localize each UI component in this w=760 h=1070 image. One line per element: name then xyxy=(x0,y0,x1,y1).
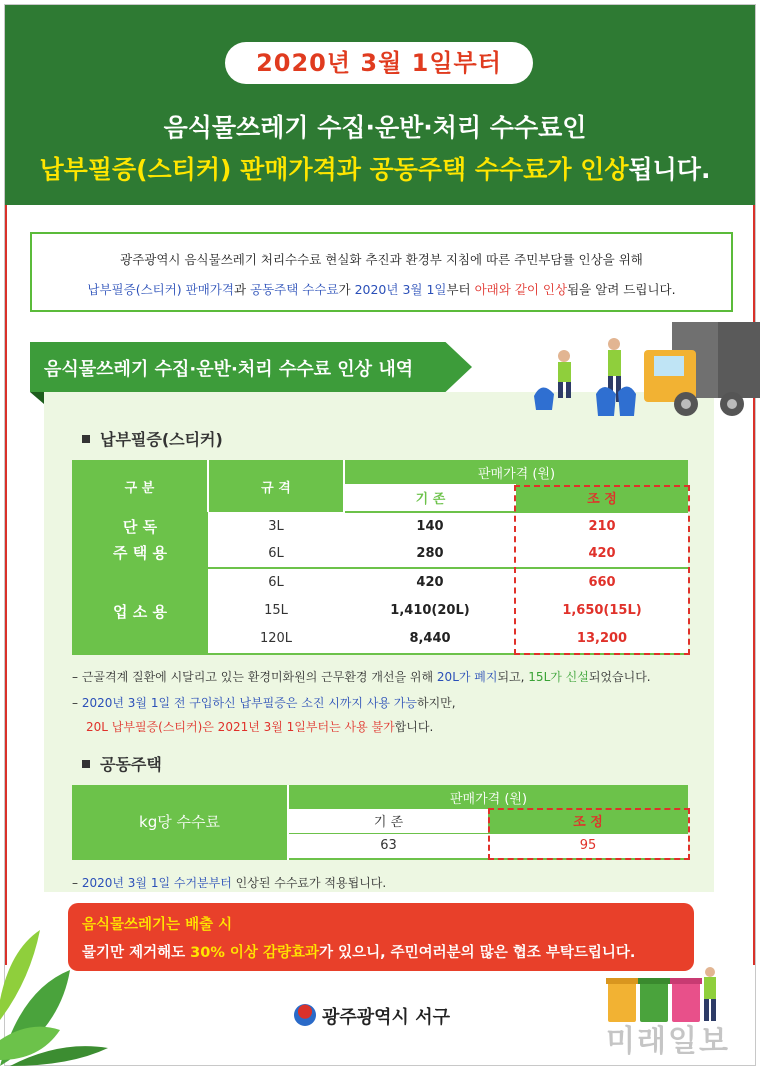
existing-price-cell: 280 xyxy=(344,540,516,568)
apartment-existing-header: 기 존 xyxy=(288,809,488,833)
recycle-bins-illustration xyxy=(606,964,726,1024)
size-cell: 6L xyxy=(208,568,344,596)
organization-name: 광주광역시 서구 xyxy=(322,1007,450,1028)
apartment-heading xyxy=(82,752,162,775)
seogu-logo-icon xyxy=(294,1004,316,1026)
alert-text: 물기만 제거해도 xyxy=(82,945,191,961)
apartment-price-header: 판매가격 (원) xyxy=(288,785,688,809)
existing-price-cell: 420 xyxy=(344,568,516,596)
size-cell: 120L xyxy=(208,624,344,654)
effective-date-pill: 2020년 3월 1일부터 xyxy=(225,42,533,84)
note-text: 인상된 수수료가 적용됩니다. xyxy=(231,876,387,890)
note-highlight: 2020년 3월 1일 전 구입하신 납부필증은 소진 시까지 사용 가능 xyxy=(81,696,417,710)
apartment-adjusted-header: 조 정 xyxy=(488,809,688,833)
existing-price-cell: 8,440 xyxy=(344,624,516,654)
food-waste-alert xyxy=(68,903,694,971)
note-line3 xyxy=(86,718,433,735)
intro-line2 xyxy=(32,280,731,298)
alert-line2 xyxy=(82,941,635,962)
col-category-header: 구 분 xyxy=(72,460,208,512)
note-line1 xyxy=(72,668,651,685)
note-text: 하지만, xyxy=(417,696,456,710)
adjusted-price-cell: 13,200 xyxy=(516,624,688,654)
garbage-truck-illustration xyxy=(532,322,760,420)
existing-price-cell: 140 xyxy=(344,512,516,540)
group-label-line: 단 독 xyxy=(122,517,158,536)
note-line2 xyxy=(72,694,456,711)
apartment-note-line xyxy=(72,874,386,891)
note-text: – xyxy=(72,696,82,710)
apartment-adjusted-highlight xyxy=(488,808,690,860)
watermark: 미래일보 xyxy=(606,1024,730,1059)
note-highlight: 15L가 신설 xyxy=(528,670,589,684)
note-text: 되고, xyxy=(497,670,529,684)
apartment-existing-value: 63 xyxy=(288,833,488,859)
apartment-heading-text: 공동주택 xyxy=(100,755,162,774)
intro-text: 부터 xyxy=(446,282,475,297)
sticker-heading xyxy=(82,427,223,450)
intro-apartment-fee: 공동주택 수수료 xyxy=(250,282,339,297)
group-label-line: 주 택 용 xyxy=(113,543,167,562)
note-text: – 근골격계 질환에 시달리고 있는 환경미화원의 근무환경 개선을 위해 xyxy=(72,670,437,684)
col-price-header: 판매가격 (원) xyxy=(344,460,688,484)
col-adjusted-header: 조 정 xyxy=(516,484,688,512)
header-title-ending: 됩니다. xyxy=(628,155,711,184)
size-cell: 3L xyxy=(208,512,344,540)
intro-text: 과 xyxy=(233,282,251,297)
leaf-decoration-icon xyxy=(0,930,110,1066)
apartment-label: kg당 수수료 xyxy=(72,785,288,859)
bullet-square-icon xyxy=(82,760,90,768)
sticker-heading-text: 납부필증(스티커) xyxy=(100,430,223,449)
alert-line1: 음식물쓰레기는 배출 시 xyxy=(82,917,233,933)
note-text: – xyxy=(72,876,82,890)
intro-text: 됨을 알려 드립니다. xyxy=(567,282,676,297)
intro-text: 가 xyxy=(338,282,355,297)
group-label-business: 업 소 용 xyxy=(72,568,208,654)
alert-highlight: 30% 이상 감량효과 xyxy=(190,945,320,961)
intro-increase: 아래와 같이 인상 xyxy=(474,282,568,297)
intro-box xyxy=(30,232,733,312)
right-red-rule xyxy=(753,205,755,965)
alert-text: 가 있으니, 주민여러분의 많은 협조 부탁드립니다. xyxy=(319,945,636,961)
intro-date: 2020년 3월 1일 xyxy=(354,282,447,297)
adjusted-price-cell: 420 xyxy=(516,540,688,568)
adjusted-column-highlight xyxy=(514,485,690,655)
size-cell: 15L xyxy=(208,596,344,624)
header-title-line1: 음식물쓰레기 수집·운반·처리 수수료인 xyxy=(163,113,587,142)
group-label-detached xyxy=(72,512,208,568)
note-highlight: 20L 납부필증(스티커)은 2021년 3월 1일부터는 사용 불가 xyxy=(86,720,395,734)
bullet-square-icon xyxy=(82,435,90,443)
header-title-highlight: 납부필증(스티커) 판매가격과 공동주택 수수료가 인상 xyxy=(39,155,629,184)
existing-price-cell: 1,410(20L) xyxy=(344,596,516,624)
header-title-line2 xyxy=(0,150,750,186)
note-highlight: 2020년 3월 1일 수거분부터 xyxy=(81,876,232,890)
adjusted-price-cell: 660 xyxy=(516,568,688,596)
adjusted-price-cell: 210 xyxy=(516,512,688,540)
note-highlight: 20L가 폐지 xyxy=(436,670,498,684)
left-red-rule xyxy=(5,205,7,965)
adjusted-price-cell: 1,650(15L) xyxy=(516,596,688,624)
note-text: 되었습니다. xyxy=(588,670,651,684)
size-cell: 6L xyxy=(208,540,344,568)
section-title: 음식물쓰레기 수집·운반·처리 수수료 인상 내역 xyxy=(44,359,414,380)
col-existing-header: 기 존 xyxy=(344,484,516,512)
col-size-header: 규 격 xyxy=(208,460,344,512)
note-text: 합니다. xyxy=(394,720,434,734)
apartment-adjusted-value: 95 xyxy=(488,833,688,859)
intro-sticker-price: 납부필증(스티커) 판매가격 xyxy=(87,282,234,297)
intro-line1: 광주광역시 음식물쓰레기 처리수수료 현실화 추진과 환경부 지침에 따른 주민부담률 인상을 위해 xyxy=(120,252,643,267)
